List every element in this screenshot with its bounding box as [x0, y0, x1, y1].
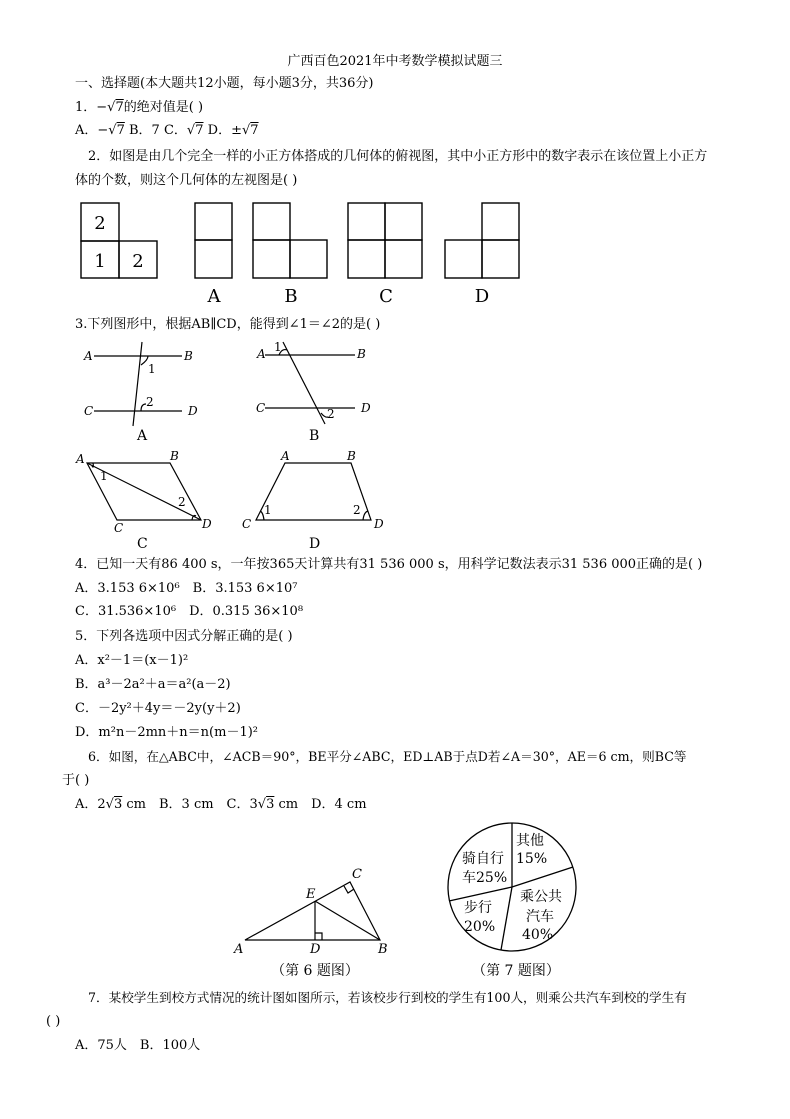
svg-text:A: A — [281, 449, 290, 463]
grid-number: 2 — [132, 251, 144, 272]
svg-text:A: A — [84, 349, 93, 363]
svg-text:2: 2 — [353, 503, 361, 517]
question-6-options: A．2√3 cm B．3 cm C．3√3 cm D．4 cm — [75, 797, 367, 812]
pie-label: 骑自行 — [462, 851, 504, 867]
sqrt-symbol: √7 — [107, 100, 124, 115]
svg-text:C: C — [84, 404, 94, 418]
question-6-line1: 6．如图，在△ABC中，∠ACB＝90°，BE平分∠ABC，ED⊥AB于点D若∠A＝30°，AE＝6 cm，则BC等 — [88, 749, 687, 764]
svg-text:C: C — [114, 521, 124, 535]
svg-text:1: 1 — [100, 469, 108, 483]
grid-number: 1 — [94, 251, 106, 272]
svg-text:D: D — [202, 517, 212, 531]
pie-label: 40% — [522, 927, 554, 943]
svg-text:B: B — [347, 449, 356, 463]
question-2-figures — [70, 196, 530, 308]
pie-label: 车25% — [462, 870, 508, 886]
figure-caption: （第 6 题图） — [271, 963, 359, 979]
question-6-figure — [230, 860, 400, 980]
pie-label: 步行 — [464, 900, 492, 916]
question-6-line2: 于( ) — [62, 773, 90, 788]
svg-text:2: 2 — [178, 495, 186, 509]
svg-text:D: D — [188, 404, 198, 418]
svg-text:C: C — [256, 401, 266, 415]
question-2-line1: 2．如图是由几个完全一样的小正方体搭成的几何体的俯视图，其中小正方形中的数字表示在该位置上小正方 — [88, 149, 708, 164]
svg-text:D: D — [361, 401, 371, 415]
svg-text:C: C — [242, 517, 252, 531]
page-title: 广西百色2021年中考数学模拟试题三 — [287, 54, 503, 69]
svg-text:B: B — [170, 449, 179, 463]
svg-text:E: E — [306, 887, 316, 902]
figure-caption: （第 7 题图） — [472, 963, 560, 979]
pie-label: 15% — [516, 851, 548, 867]
question-1: 1．−√7的绝对值是( ) — [75, 100, 204, 115]
question-5-option-c: C．－2y²＋4y＝－2y(y＋2) — [75, 701, 241, 716]
option-label: A — [207, 286, 221, 307]
question-3: 3.下列图形中，根据AB∥CD，能得到∠1＝∠2的是( ) — [75, 317, 381, 332]
pie-label: 20% — [464, 919, 496, 935]
svg-text:A: A — [76, 452, 85, 466]
pie-label: 汽车 — [526, 909, 554, 925]
svg-text:B: B — [357, 347, 366, 361]
question-5-option-d: D．m²n－2mn＋n＝n(m－1)² — [75, 725, 259, 740]
svg-text:A: A — [234, 942, 244, 957]
question-1-options: A．−√7 B．7 C．√7 D．±√7 — [75, 123, 259, 138]
svg-text:D: D — [310, 942, 321, 957]
svg-text:A: A — [257, 347, 266, 361]
option-label: C — [379, 286, 393, 307]
question-5-option-b: B．a³－2a²＋a＝a²(a－2) — [75, 677, 231, 692]
svg-text:D: D — [309, 536, 321, 552]
svg-text:1: 1 — [274, 340, 282, 354]
svg-text:A: A — [137, 428, 148, 444]
question-5-option-a: A．x²－1＝(x－1)² — [75, 653, 189, 668]
question-5: 5．下列各选项中因式分解正确的是( ) — [75, 629, 293, 644]
option-label: D — [474, 286, 490, 307]
svg-text:2: 2 — [146, 395, 154, 409]
svg-text:B: B — [184, 349, 193, 363]
question-4: 4．已知一天有86 400 s，一年按365天计算共有31 536 000 s，用科学记数法表示31 536 000正确的是( ) — [75, 557, 703, 572]
question-7-options: A．75人 B．100人 — [75, 1038, 201, 1053]
question-2-line2: 体的个数，则这个几何体的左视图是( ) — [75, 173, 298, 188]
question-4-options-cd: C．31.536×10⁶ D．0.315 36×10⁸ — [75, 604, 304, 619]
svg-text:2: 2 — [327, 407, 335, 421]
section-heading: 一、选择题(本大题共12小题，每小题3分，共36分) — [75, 76, 374, 91]
question-3-figures — [76, 338, 400, 552]
svg-text:C: C — [137, 536, 148, 552]
svg-text:B: B — [378, 942, 388, 957]
svg-text:C: C — [352, 867, 362, 882]
option-label: B — [284, 286, 298, 307]
pie-label: 其他 — [516, 833, 544, 849]
svg-text:B: B — [309, 428, 320, 444]
svg-text:D: D — [374, 517, 384, 531]
grid-number: 2 — [94, 213, 106, 234]
question-7-pie-chart — [440, 815, 590, 985]
question-7-line1: 7．某校学生到校方式情况的统计图如图所示，若该校步行到校的学生有100人，则乘公共汽车到校的学生有 — [88, 990, 687, 1005]
svg-text:1: 1 — [264, 503, 272, 517]
question-4-options-ab: A．3.153 6×10⁶ B．3.153 6×10⁷ — [75, 581, 298, 596]
pie-label: 乘公共 — [520, 889, 562, 905]
svg-text:1: 1 — [148, 362, 156, 376]
question-7-line2: ( ) — [46, 1014, 61, 1029]
